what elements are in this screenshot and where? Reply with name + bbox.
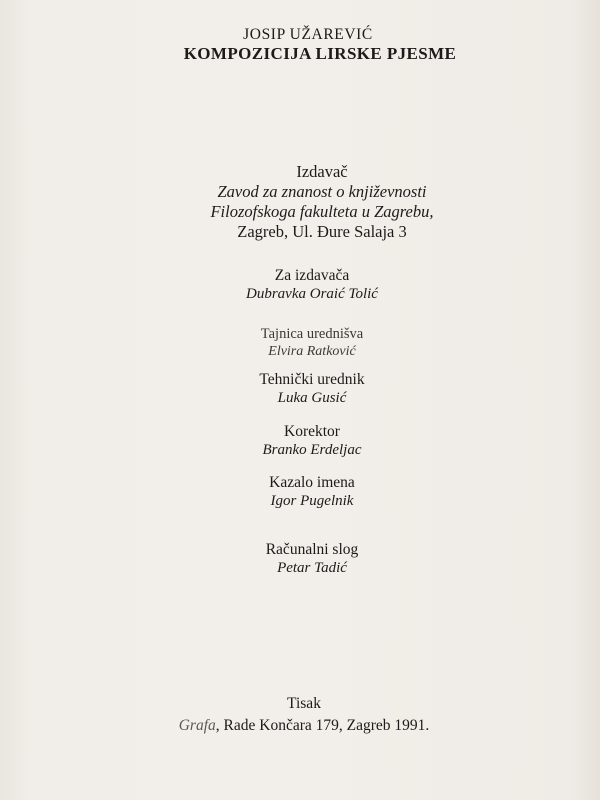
book-title: KOMPOZICIJA LIRSKE PJESME <box>183 44 457 63</box>
printer-name: Grafa <box>178 717 216 734</box>
author-name: JOSIP UŽAREVIĆ <box>243 26 373 43</box>
credit-role: Tajnica urednišva <box>260 326 364 342</box>
credit-name: Branko Erdeljac <box>262 442 362 458</box>
credit-tehnicki-urednik <box>12 371 600 407</box>
credit-name: Igor Pugelnik <box>270 493 354 509</box>
publisher-address: Zagreb, Ul. Đure Salaja 3 <box>237 222 407 241</box>
credit-name: Petar Tadić <box>277 560 347 576</box>
printer-details: , Rade Končara 179, Zagreb 1991. <box>215 717 430 734</box>
credit-kazalo-imena <box>12 474 600 510</box>
credit-name: Elvira Ratković <box>268 344 356 359</box>
credit-role: Računalni slog <box>265 541 359 558</box>
credit-racunalni-slog <box>12 541 600 577</box>
publisher-section <box>22 162 600 242</box>
credit-role: Kazalo imena <box>269 474 355 491</box>
print-section <box>4 693 600 737</box>
publisher-line-1: Zavod za znanost o književnosti <box>217 182 427 201</box>
credit-name: Luka Gusić <box>277 390 347 406</box>
credit-role: Korektor <box>284 423 340 440</box>
credit-tajnica <box>12 325 600 361</box>
credit-korektor <box>12 423 600 459</box>
credit-name: Dubravka Oraić Tolić <box>246 286 378 302</box>
credit-za-izdavaca <box>12 267 600 303</box>
publisher-label: Izdavač <box>296 162 348 181</box>
print-label: Tisak <box>287 695 321 712</box>
credit-role: Tehnički urednik <box>259 371 365 388</box>
publisher-line-2: Filozofskoga fakulteta u Zagrebu, <box>210 202 434 221</box>
print-line <box>4 715 600 737</box>
credit-role: Za izdavača <box>274 267 350 284</box>
